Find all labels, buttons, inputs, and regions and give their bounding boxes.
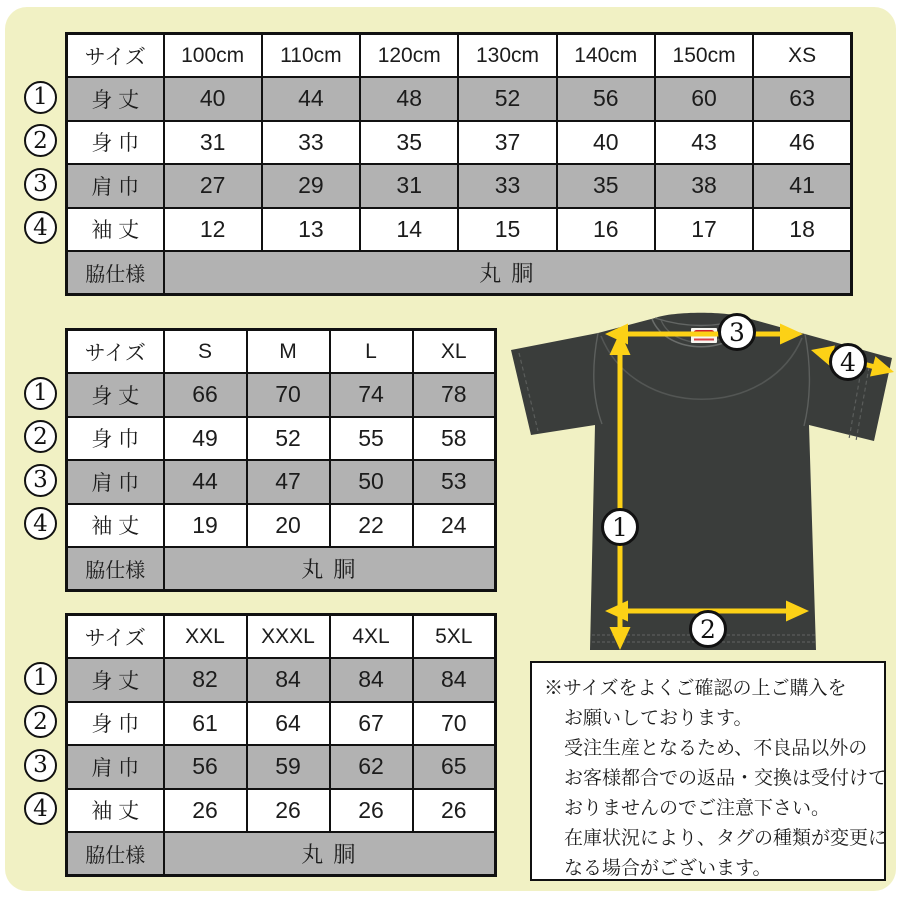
size-column-header: L: [330, 330, 413, 374]
diagram-marker-3-label: 3: [729, 318, 745, 347]
size-header-label: サイズ: [67, 615, 164, 659]
side-spec-value: 丸 胴: [164, 832, 496, 876]
measurement-row: [67, 121, 852, 165]
row-marker-2: 2: [24, 705, 57, 738]
measurement-value: 29: [262, 164, 360, 208]
measurement-row: [67, 373, 496, 417]
measurement-label: 身 巾: [67, 121, 164, 165]
measurement-value: 46: [753, 121, 851, 165]
measurement-value: 52: [458, 77, 556, 121]
measurement-value: 82: [164, 658, 247, 702]
side-spec-value: 丸 胴: [164, 251, 852, 295]
measurement-row: [67, 417, 496, 461]
measurement-value: 20: [247, 504, 330, 548]
size-column-header: 5XL: [413, 615, 496, 659]
measurement-value: 19: [164, 504, 247, 548]
size-table-xxl-5xl: [65, 613, 497, 877]
measurement-label: 肩 巾: [67, 164, 164, 208]
measurement-value: 26: [413, 789, 496, 833]
measurement-value: 64: [247, 702, 330, 746]
measurement-value: 16: [557, 208, 655, 252]
measurement-label: 身 丈: [67, 373, 164, 417]
size-header-label: サイズ: [67, 34, 164, 78]
purchase-note-text: [544, 674, 888, 884]
measurement-value: 26: [247, 789, 330, 833]
diagram-marker-1-label: 1: [612, 513, 628, 542]
measurement-label: 袖 丈: [67, 504, 164, 548]
measurement-value: 26: [330, 789, 413, 833]
size-column-header: 150cm: [655, 34, 753, 78]
measurement-value: 78: [413, 373, 496, 417]
measurement-label: 袖 丈: [67, 789, 164, 833]
measurement-label: 肩 巾: [67, 745, 164, 789]
measurement-value: 37: [458, 121, 556, 165]
side-spec-label: 脇仕様: [67, 251, 164, 295]
side-spec-label: 脇仕様: [67, 832, 164, 876]
row-marker-4: 4: [24, 792, 57, 825]
measurement-value: 84: [247, 658, 330, 702]
row-marker-4: 4: [24, 211, 57, 244]
measurement-value: 47: [247, 460, 330, 504]
row-marker-3: 3: [24, 749, 57, 782]
measurement-value: 35: [557, 164, 655, 208]
size-column-header: 120cm: [360, 34, 458, 78]
size-column-header: S: [164, 330, 247, 374]
measurement-value: 70: [413, 702, 496, 746]
measurement-row: [67, 789, 496, 833]
side-spec-value: 丸 胴: [164, 547, 496, 591]
note-line: ※サイズをよくご確認の上ご購入を: [544, 678, 847, 699]
measurement-value: 49: [164, 417, 247, 461]
tshirt-measurement-diagram: [505, 308, 897, 654]
measurement-value: 65: [413, 745, 496, 789]
side-spec-row: [67, 251, 852, 295]
measurement-label: 身 巾: [67, 417, 164, 461]
purchase-note-box: [530, 661, 886, 881]
measurement-value: 53: [413, 460, 496, 504]
measurement-value: 52: [247, 417, 330, 461]
size-table-s-xl: [65, 328, 497, 592]
measurement-label: 袖 丈: [67, 208, 164, 252]
measurement-row: [67, 208, 852, 252]
size-column-header: XXXL: [247, 615, 330, 659]
measurement-value: 15: [458, 208, 556, 252]
measurement-value: 56: [557, 77, 655, 121]
measurement-row: [67, 745, 496, 789]
row-marker-1: 1: [24, 81, 57, 114]
size-column-header: XXL: [164, 615, 247, 659]
size-table-100cm-xs: [65, 32, 853, 296]
measurement-value: 48: [360, 77, 458, 121]
measurement-value: 17: [655, 208, 753, 252]
measurement-value: 43: [655, 121, 753, 165]
measurement-label: 肩 巾: [67, 460, 164, 504]
measurement-value: 50: [330, 460, 413, 504]
row-marker-3: 3: [24, 464, 57, 497]
measurement-value: 40: [557, 121, 655, 165]
measurement-label: 身 丈: [67, 77, 164, 121]
size-column-header: M: [247, 330, 330, 374]
diagram-marker-2: [691, 612, 726, 647]
measurement-value: 55: [330, 417, 413, 461]
measurement-value: 12: [164, 208, 262, 252]
size-table-xxl-5xl: [65, 613, 497, 877]
measurement-row: [67, 504, 496, 548]
size-column-header: 4XL: [330, 615, 413, 659]
measurement-value: 13: [262, 208, 360, 252]
size-column-header: XL: [413, 330, 496, 374]
measurement-row: [67, 658, 496, 702]
side-spec-label: 脇仕様: [67, 547, 164, 591]
measurement-value: 33: [458, 164, 556, 208]
measurement-value: 44: [164, 460, 247, 504]
measurement-value: 84: [330, 658, 413, 702]
measurement-value: 41: [753, 164, 851, 208]
measurement-value: 38: [655, 164, 753, 208]
measurement-value: 59: [247, 745, 330, 789]
note-line: なる場合がございます。: [564, 858, 772, 879]
row-marker-3: 3: [24, 168, 57, 201]
size-column-header: XS: [753, 34, 851, 78]
measurement-value: 27: [164, 164, 262, 208]
measurement-value: 31: [164, 121, 262, 165]
measurement-value: 22: [330, 504, 413, 548]
row-marker-4: 4: [24, 507, 57, 540]
diagram-marker-3: [720, 315, 755, 350]
note-line: 在庫状況により、タグの種類が変更に: [564, 828, 888, 849]
measurement-value: 61: [164, 702, 247, 746]
measurement-value: 58: [413, 417, 496, 461]
measurement-row: [67, 702, 496, 746]
measurement-row: [67, 164, 852, 208]
note-line: お願いしております。: [564, 708, 753, 729]
measurement-value: 70: [247, 373, 330, 417]
size-header-label: サイズ: [67, 330, 164, 374]
measurement-value: 62: [330, 745, 413, 789]
measurement-value: 14: [360, 208, 458, 252]
diagram-marker-4-label: 4: [840, 348, 856, 377]
measurement-row: [67, 77, 852, 121]
measurement-value: 31: [360, 164, 458, 208]
measurement-value: 26: [164, 789, 247, 833]
tshirt-diagram-svg: [505, 308, 897, 654]
measurement-value: 40: [164, 77, 262, 121]
diagram-marker-1: [603, 510, 638, 545]
measurement-value: 67: [330, 702, 413, 746]
measurement-value: 63: [753, 77, 851, 121]
note-line: 受注生産となるため、不良品以外の: [564, 738, 868, 759]
note-line: おりませんのでご注意下さい。: [564, 798, 831, 819]
size-column-header: 110cm: [262, 34, 360, 78]
diagram-marker-4: [831, 345, 866, 380]
size-table-100cm-xs: [65, 32, 853, 296]
row-marker-1: 1: [24, 662, 57, 695]
measurement-value: 24: [413, 504, 496, 548]
measurement-value: 60: [655, 77, 753, 121]
side-spec-row: [67, 547, 496, 591]
measurement-value: 44: [262, 77, 360, 121]
measurement-value: 56: [164, 745, 247, 789]
measurement-label: 身 巾: [67, 702, 164, 746]
measurement-value: 33: [262, 121, 360, 165]
side-spec-row: [67, 832, 496, 876]
row-marker-2: 2: [24, 124, 57, 157]
measurement-value: 66: [164, 373, 247, 417]
size-table-s-xl: [65, 328, 497, 592]
size-column-header: 140cm: [557, 34, 655, 78]
size-column-header: 100cm: [164, 34, 262, 78]
measurement-label: 身 丈: [67, 658, 164, 702]
measurement-row: [67, 460, 496, 504]
diagram-marker-2-label: 2: [700, 615, 716, 644]
measurement-value: 35: [360, 121, 458, 165]
measurement-value: 18: [753, 208, 851, 252]
row-marker-1: 1: [24, 377, 57, 410]
measurement-value: 74: [330, 373, 413, 417]
measurement-value: 84: [413, 658, 496, 702]
size-column-header: 130cm: [458, 34, 556, 78]
note-line: お客様都合での返品・交換は受付けて: [564, 768, 888, 789]
row-marker-2: 2: [24, 420, 57, 453]
